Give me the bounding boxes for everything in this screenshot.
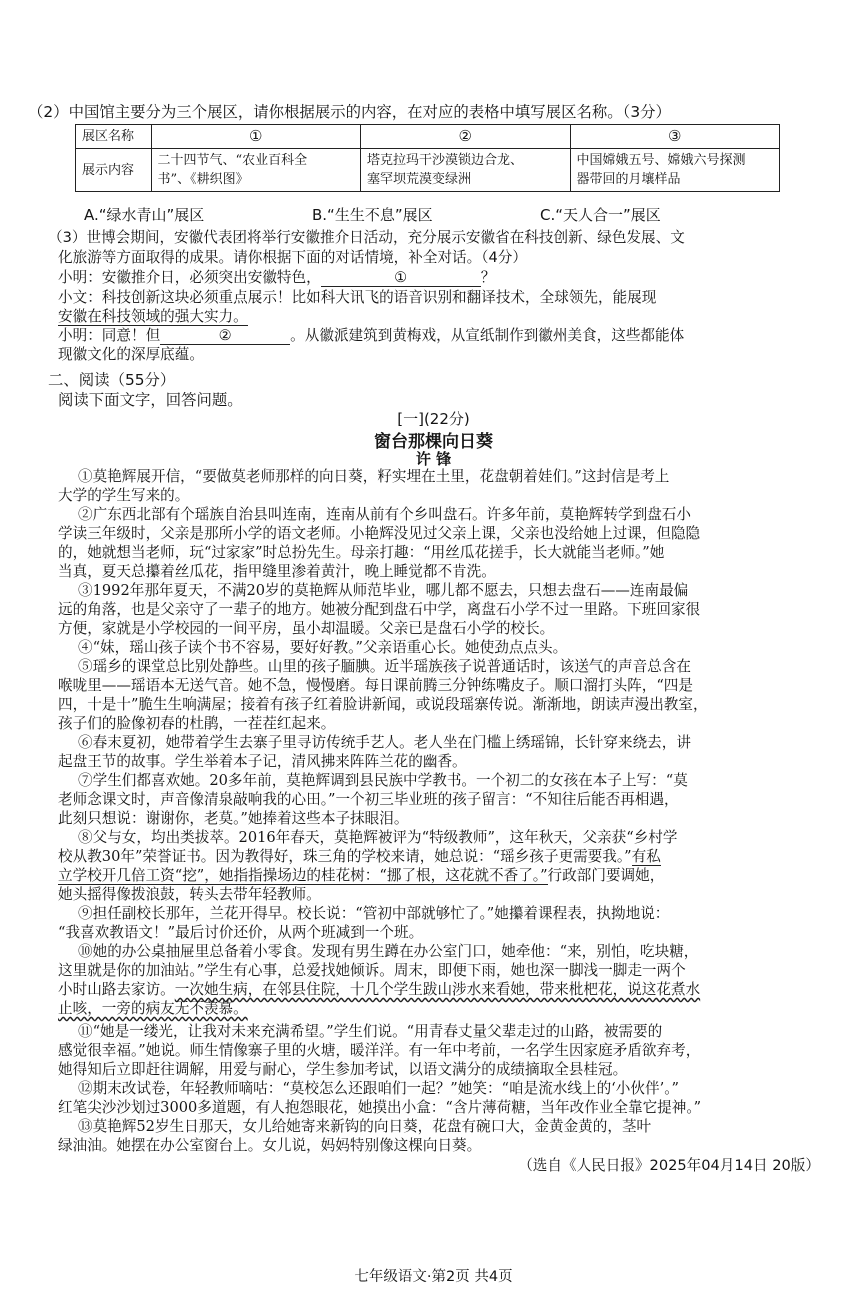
article-line: ⑤瑶乡的课堂总比别处静些。山里的孩子腼腆。近半瑶族孩子说普通话时，该送气的声音总含在 (78, 658, 691, 675)
article-line: ⑪“她是一缕光，让我对未来充满希望。”学生们说。“用青春丈量父辈走过的山路，被需要的 (78, 1023, 663, 1040)
row-label: 展示内容 (76, 149, 152, 192)
article-line: 感觉很幸福。”她说。师生情像寨子里的火塘，暖洋洋。有一年中考前，一名学生因家庭矛盾欲弃考， (58, 1042, 701, 1059)
table-cell (361, 149, 570, 192)
table-row (76, 125, 780, 149)
article-line: ⑬莫艳辉52岁生日那天，女儿给她寄来新钩的向日葵，花盘有碗口大，金黄金黄的，茎叶 (78, 1118, 652, 1135)
article-line: 这里就是你的加油站。”学生有心事，总爱找她倾诉。周末，即便下雨，她也深一脚浅一脚走一两个 (58, 962, 686, 979)
cell-line: 书”、《耕织图》 (157, 172, 249, 187)
option-b[interactable]: B.“生生不息”展区 (312, 206, 433, 224)
page-footer: 七年级语文·第2页 共4页 (354, 1269, 513, 1285)
article-line: 起盘王节的故事。学生举着本子记，清风拂来阵阵兰花的幽香。 (58, 753, 467, 770)
article-line: 老师念课文时，声音像清泉敲响我的心田。”一个初三毕业班的孩子留言：“不知往后能否再相遇， (58, 791, 679, 808)
article-author: 许 锋 (415, 450, 452, 468)
article-line: 喉咙里——瑶语本无送气音。她不急，慢慢磨。每日课前腾三分钟练嘴皮子。顺口溜打头阵，“四是 (58, 677, 693, 694)
article-line: 她得知后立即赶往调解，用爱与耐心，学生参加考试，以语文满分的成绩摘取全县桂冠。 (58, 1061, 628, 1078)
section-instruction: 阅读下面文字，回答问题。 (58, 391, 243, 409)
article-text: 行政部门要调她， (547, 867, 665, 884)
article-line: 四，十是十”脆生生响满屋；接着有孩子红着脸讲新闻，或说段瑶寨传说。渐渐地，朗读声漫出教室， (58, 696, 708, 713)
cell-line: 中国嫦娥五号、嫦娥六号探测 (576, 153, 746, 168)
table-cell (570, 149, 780, 192)
article-line: 红笔尖沙沙划过3000多道题，有人抱怨眼花，她摸出小盒：“含片薄荷糖，当年改作业全靠它提神。” (58, 1099, 702, 1116)
cell-line: 器带回的月壤样品 (576, 172, 681, 187)
article-line (58, 847, 818, 866)
article-text: 校从教30年”荣誉证书。因为教得好，珠三角的学校来请，她总说：“瑶乡孩子更需要我。” (58, 848, 632, 865)
q3-stem: （3）世博会期间，安徽代表团将举行安徽推介日活动，充分展示安徽省在科技创新、绿色发展、文 (48, 229, 685, 246)
article-line: 学读三年级时，父亲是那所小学的语文老师。小艳辉没见过父亲上课，父亲也没给她上过课，但隐隐 (58, 525, 701, 542)
dialogue-text: 安徽在科技领域的强大实力。 (58, 308, 248, 325)
row-label: 展区名称 (76, 125, 152, 149)
q2-stem: （2）中国馆主要分为三个展区，请你根据展示的内容，在对应的表格中填写展区名称。（3分） (28, 103, 671, 121)
article-line: ⑥春末夏初，她带着学生去寨子里寻访传统手艺人。老人坐在门槛上绣瑶锦，长针穿来绕去，讲 (78, 734, 691, 751)
answer-slot-2[interactable]: ② (361, 125, 570, 149)
option-a[interactable]: A.“绿水青山”展区 (84, 206, 205, 224)
article-title: 窗台那棵向日葵 (374, 432, 493, 452)
wavy-underlined-text: 止咳，一旁的病友无不羡慕。 (58, 1000, 248, 1017)
article-text: 小时山路去家访。 (58, 981, 175, 998)
article-line: ③1992年那年夏天，不满20岁的莫艳辉从师范毕业，哪儿都不愿去，只想去盘石——连南最偏 (78, 582, 689, 599)
article-line: 当真，夏天总攥着丝瓜花，指甲缝里渗着黄汁，晚上睡觉都不肯洗。 (58, 563, 496, 580)
answer-blank-2[interactable]: ② (160, 326, 290, 345)
article-line: 大学的学生写来的。 (58, 487, 190, 504)
article-line: 的，她就想当老师，玩“过家家”时总扮先生。母亲打趣：“用丝瓜花搓手，长大就能当老师。”她 (58, 544, 665, 561)
dialogue-text: 。从徽派建筑到黄梅戏，从宣纸制作到徽州美食，这些都能体 (290, 327, 685, 344)
options-row (84, 204, 661, 225)
answer-slot-3[interactable]: ③ (570, 125, 780, 149)
table-cell (151, 149, 360, 192)
dialogue-line (58, 307, 818, 326)
underlined-text: 立学校开几倍工资“挖”，她指指操场边的桂花树：“挪了根，这花就不香了。” (58, 867, 548, 884)
table-row (76, 149, 780, 192)
cell-line: 二十四节气、“农业百科全 (157, 153, 308, 168)
option-c[interactable]: C.“天人合一”展区 (540, 206, 661, 224)
underlined-text: 有私 (631, 848, 661, 865)
cell-line: 塞罕坝荒漠变绿洲 (367, 172, 472, 187)
article-line: ⑨担任副校长那年，兰花开得早。校长说：“管初中部就够忙了。”她攥着课程表，执拗地说： (78, 905, 670, 922)
dialogue-line (58, 268, 818, 287)
wavy-underlined-text: 一次她生病，在邻县住院，十几个学生跋山涉水来看她，带来枇杷花，说这花煮水 (174, 981, 701, 998)
article-line: ④“妹，瑶山孩子读个书不容易，要好好教。”父亲语重心长。她使劲点点头。 (78, 639, 568, 656)
dialogue-text: 小明：同意！但 (58, 327, 161, 344)
article-line: ⑦学生们都喜欢她。20多年前，莫艳辉调到县民族中学教书。一个初二的女孩在本子上写：“莫 (78, 772, 688, 789)
dialogue-line: 小文：科技创新这块必须重点展示！比如科大讯飞的语音识别和翻译技术，全球领先，能展现 (58, 289, 657, 306)
article-line: ②广东西北部有个瑶族自治县叫连南，连南从前有个乡叫盘石。许多年前，莫艳辉转学到盘石小 (78, 506, 691, 523)
article-line: ⑩她的办公桌抽屉里总备着小零食。发现有男生蹲在办公室门口，她牵他：“来，别怕，吃块糖， (78, 943, 699, 960)
exhibit-table (75, 124, 780, 192)
cell-line: 塔克拉玛干沙漠锁边合龙、 (367, 153, 524, 168)
answer-slot-1[interactable]: ① (151, 125, 360, 149)
article-line: 此刻只想说：谢谢你，老莫。”她捧着这些本子抹眼泪。 (58, 810, 409, 827)
article-line: ①莫艳辉展开信，“要做莫老师那样的向日葵，籽实埋在土里，花盘朝着娃们。”这封信是考上 (78, 468, 670, 485)
answer-blank-1[interactable]: ① (321, 268, 481, 287)
dialogue-line: 现徽文化的深厚底蕴。 (58, 346, 204, 363)
dialogue-text: ？ (480, 269, 496, 286)
article-line: 绿油油。她摆在办公室窗台上。女儿说，妈妈特别像这棵向日葵。 (58, 1137, 482, 1154)
article-source: （选自《人民日报》2025年04月14日 20版） (518, 1157, 820, 1174)
dialogue-text: 小明：安徽推介日，必须突出安徽特色， (58, 269, 321, 286)
article-line: “我喜欢教语文！”最后讨价还价，从两个班减到一个班。 (58, 924, 424, 941)
section-heading: 二、阅读（55分） (48, 371, 176, 389)
q3-stem: 化旅游等方面取得的成果。请你根据下面的对话情境，补全对话。（4分） (58, 249, 527, 266)
article-line: 方便，家就是小学校园的一间平房，虽小却温暖。父亲已是盘石小学的校长。 (58, 620, 555, 637)
article-line (58, 999, 818, 1018)
part-label: [一](22分) (397, 410, 470, 428)
article-line: 远的角落，也是父亲守了一辈子的地方。她被分配到盘石中学，离盘石小学不过一里路。下班回家很 (58, 601, 701, 618)
article-line: 孩子们的脸像初春的杜鹃，一茬茬红起来。 (58, 715, 336, 732)
article-line (58, 980, 818, 999)
dialogue-line (58, 326, 818, 345)
article-line: ⑧父与女，均出类拔萃。2016年春天，莫艳辉被评为“特级教师”，这年秋天，父亲获“乡村学 (78, 829, 678, 846)
article-line (58, 866, 818, 885)
article-line: 她头摇得像拨浪鼓，转头去带年轻教师。 (58, 886, 321, 903)
article-line: ⑫期末改试卷，年轻教师嘀咕：“莫校怎么还跟咱们一起？”她笑：“咱是流水线上的‘小伙伴’。” (78, 1080, 679, 1097)
